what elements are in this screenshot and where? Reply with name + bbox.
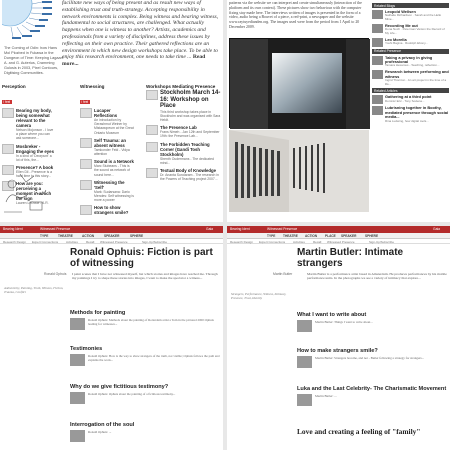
thumbnail xyxy=(2,108,14,118)
list-item[interactable] xyxy=(80,159,134,177)
projection-photo-icon xyxy=(230,39,370,129)
list-item[interactable] xyxy=(80,108,134,135)
column-badge[interactable]: i feel xyxy=(81,100,89,104)
item-text: Marc Stubeans - This is the sound as network of sound here... xyxy=(94,164,131,177)
projection-photo xyxy=(229,38,369,128)
sidebar-item-title[interactable]: Lubrisning together in Boothy, mediated presence through social media... xyxy=(385,105,449,120)
sidebar-item-title[interactable]: Recording Me out xyxy=(385,22,418,28)
item-title[interactable]: Sound is a Network xyxy=(94,159,134,165)
sub-nav xyxy=(0,239,223,244)
subnav-item[interactable]: Research Design xyxy=(230,239,254,244)
panel-martin-butler xyxy=(227,226,450,450)
section-title[interactable]: Luka and the Last Celebrity- The Charismatic Movement xyxy=(297,386,447,392)
subnav-item[interactable]: Sign-Up/Subscribe xyxy=(142,239,168,244)
section-title[interactable]: Methods for painting xyxy=(70,310,126,316)
sidebar-item[interactable] xyxy=(372,38,449,47)
section-text: Martin Butler: Strangers become, and not - Butler following a strategy for strangers... xyxy=(315,356,425,360)
item-text: Mark: Sudarsana: Dario Mendes: Self witnessing is more a power xyxy=(94,189,134,203)
sidebar-item-text: Yoshi Bagina · Rudolph Ebony... xyxy=(385,41,428,46)
item-text: In a kind of 'Deorpunt' a lot of this, the... xyxy=(16,153,52,162)
site-topbar xyxy=(0,226,223,233)
sidebar-item-title[interactable]: Taking a privacy in giving professional xyxy=(385,54,433,65)
tag-list: Authenticity, Painting, Truth, Witness, Fiction, Trauma, Conflict xyxy=(4,286,64,294)
section-text: Ronald Ophuis: ... xyxy=(88,430,112,434)
intro-paragraph: facilitate new ways of being present and as result new ways of establishing trust and truth-strategy. Accepting responsibility in network environments is complex. Being witness and bearing witness, fundamental to social structures, are challenged. What actually happens when one is witness to another? Artists, academics and professionals from a variety of disciplines, address these issues by reflecting on their own practice. Their gathered reflections are an environment in which new design workshops take place. To be able to enjoy this research environment, one needs to take time ... xyxy=(62,0,219,61)
list-item[interactable] xyxy=(80,180,134,203)
subnav-item[interactable]: Activities xyxy=(66,239,78,244)
post-body: Martin Butler is a performance artist based in Amsterdam. He produces performances by his mobile performance units. In the photographs we see a variety of intimacy that explore... xyxy=(307,272,447,281)
featured-quote[interactable]: Love and creating a feeling of "family" xyxy=(297,427,421,436)
thumbnail xyxy=(70,354,85,366)
nav-item-speaker[interactable]: SPEAKER xyxy=(341,234,357,238)
column-heading: Workshops Mediating Presence xyxy=(146,84,216,89)
column-heading: Witnessing xyxy=(80,84,105,89)
section-text: Martin Butler: ... xyxy=(315,394,337,398)
subnav-item[interactable]: Sign-Up/Subscribe xyxy=(369,239,395,244)
sidebar-item-title[interactable]: Leopold Wellsen xyxy=(385,9,416,14)
nav-item-sphere[interactable]: SPHERE xyxy=(130,234,144,238)
nav-item-theatre[interactable]: THEATRE xyxy=(58,234,73,238)
read-more-link[interactable]: Read more... xyxy=(62,54,206,68)
nav-item-action[interactable]: ACTION xyxy=(305,234,318,238)
nav-item-theatre[interactable]: THEATRE xyxy=(283,234,298,238)
item-text: This third workshop takes place in Stockholm and was organised with Sara Heldt. xyxy=(160,109,221,122)
related-section[interactable] xyxy=(297,386,447,406)
panel-article-images xyxy=(227,0,450,222)
panel-ronald-ophuis xyxy=(0,226,223,450)
diagram-caption: The Coming of Odin: how Hans Mol Plozbed in Fukawa in the Dungeon of Time: Keeping Lagaart: A. and G. Auterius, Cramming Gulosis in 2003, Pixel Contours, Digitising Communities. xyxy=(4,46,64,75)
item-title[interactable]: Lucaper Reflections xyxy=(94,108,118,118)
item-text: Tamkonder Feld - Vidya attention xyxy=(94,147,130,157)
section-title[interactable]: How to make strangers smile? xyxy=(297,348,378,354)
sidebar-item[interactable] xyxy=(372,70,449,86)
section-text: Martin Butler: Things I want to write about... xyxy=(315,320,373,324)
thumbnail xyxy=(146,168,158,178)
item-title[interactable]: Bearing my body, being somewhat relevant to the camera xyxy=(16,108,52,128)
item-text: Nelson Mojonson - I love a place where you can ask someone... xyxy=(16,128,54,141)
subnav-item[interactable]: Activities xyxy=(293,239,305,244)
section-text: Ronald Ophuis: How is the way to show strangers of the truth, not visible; Ophuis follows the path and explains the work... xyxy=(88,354,220,362)
sidebar-item-text: Ingrid Thornton · An art project in the time of a life... xyxy=(385,77,447,86)
sidebar-item[interactable] xyxy=(372,10,449,22)
sidebar-item[interactable] xyxy=(372,24,449,36)
thumbnail xyxy=(146,90,158,100)
thumbnail xyxy=(372,95,383,104)
topbar-section-link[interactable]: Witnessed Presence xyxy=(267,227,298,232)
section-title[interactable]: Testimonies xyxy=(70,346,103,352)
section-text: Ronald Ophuis: Methods about the painting of Rotterdam artist a Tom in the pictured 2000 Ophuis leading for witnesses... xyxy=(88,318,214,326)
tag-list: Strangers, Performance, Witness, Intimacy, Presence, Trust, Identity xyxy=(231,292,287,300)
related-section[interactable] xyxy=(70,422,220,442)
list-item[interactable] xyxy=(80,138,134,156)
related-section[interactable] xyxy=(70,310,220,330)
item-title[interactable]: How to show strangers smile? xyxy=(94,205,129,216)
related-section[interactable] xyxy=(297,348,447,368)
item-title[interactable]: Self Trauma: an absent witness xyxy=(94,137,126,148)
subnav-item[interactable]: Research Design xyxy=(3,239,27,244)
nav-item-place[interactable]: PLACE xyxy=(325,234,336,238)
thumbnail xyxy=(70,430,85,442)
thumbnail xyxy=(80,138,92,148)
column-workshops xyxy=(146,84,221,220)
sidebar-heading: Related Articles xyxy=(372,88,449,93)
thumbnail xyxy=(80,205,92,215)
wall-installation-photo xyxy=(229,130,369,212)
sub-nav xyxy=(227,239,450,244)
sidebar-item-title[interactable]: Research between performing and witness xyxy=(385,69,449,79)
section-title[interactable]: What I want to write about xyxy=(297,312,367,318)
list-item[interactable] xyxy=(80,205,134,215)
sidebar-item-title[interactable]: Gathering at a third point xyxy=(385,94,432,100)
section-title[interactable]: Why do we give fictitious testimony? xyxy=(70,384,169,390)
item-title[interactable]: Mosbreker - Engaging the eyes xyxy=(16,143,54,154)
thumbnail xyxy=(297,356,312,368)
thumbnail xyxy=(146,142,158,152)
intro-text xyxy=(62,0,220,68)
post-author[interactable]: Martin Butler xyxy=(273,272,293,276)
section-title[interactable]: Interrogation of the soul xyxy=(70,422,135,428)
thumbnail xyxy=(70,392,85,404)
item-title[interactable]: Textual Body of Knowledge xyxy=(160,167,217,173)
site-topbar xyxy=(227,226,450,233)
post-author[interactable]: Ronald Ophuis xyxy=(44,272,67,276)
list-item[interactable] xyxy=(146,168,221,181)
sidebar-heading: Related Presence xyxy=(372,49,449,54)
related-sidebar xyxy=(372,1,449,221)
sidebar-item-text: Nathalie Richardson · Sarah and the Hello Mine... xyxy=(385,13,442,22)
item-title[interactable]: How are you: perceiving a moment in which the sign xyxy=(16,181,52,202)
subnav-item[interactable]: Recall xyxy=(86,239,95,244)
post-title: Martin Butler: Intimate strangers xyxy=(297,247,404,269)
sidebar-item[interactable] xyxy=(372,95,449,104)
subnav-item[interactable]: Witnessed Presence xyxy=(327,239,355,244)
topbar-login-link[interactable]: Gaia xyxy=(206,227,213,232)
item-title[interactable]: The Forbidden Teaching Corner (Gandi Tosh Stockholm) xyxy=(160,141,210,157)
nav-item-type[interactable]: TYPE xyxy=(40,234,49,238)
subnav-item[interactable]: Expert Connections xyxy=(259,239,286,244)
column-heading: Perception xyxy=(2,84,26,89)
thumbnail xyxy=(372,70,383,79)
item-text: Shenth Oudermans - The dedicated mind... xyxy=(160,156,214,165)
topbar-site-link[interactable]: Bearing Ident xyxy=(230,227,250,232)
nav-item-sphere[interactable]: SPHERE xyxy=(365,234,379,238)
thumbnail xyxy=(372,106,383,115)
post-title: Ronald Ophuis: Fiction is part of witnessing xyxy=(70,247,213,269)
section-text: Ronald Ophuis: Ophuis about the painting of a fictitious testimony... xyxy=(88,392,176,396)
thumbnail xyxy=(372,56,383,65)
column-witnessing xyxy=(80,84,134,220)
post-body: I paint scenes that I have not witnessed myself, but which stories and images have reached me. Through my paintings I try to shape these stories into images, I want to make the spectator a witness... xyxy=(72,272,218,281)
thumbnail xyxy=(2,144,14,154)
article-text: patterns via the website we can interpret and create simultaneously (interaction of the platform and its own context). These pictures show two behaviour with the computer fixing stay made here. The interviews written of images is presented in the form of a video, audio being a Bouvet of a piece, a red-print, a newspaper and the website www.raytuyedianden.org. The images used were from the period from 1 April to 20 December 2009. xyxy=(229,1,362,29)
sidebar-item-text: Dona Noch · Peterman Vanton the Record of My Life... xyxy=(385,27,445,35)
thumbnail xyxy=(297,320,312,332)
sketch-illustration-icon xyxy=(0,162,54,220)
topbar-login-link[interactable]: Gaia xyxy=(433,227,440,232)
sidebar-item-text: Tamara Hexamus - Teaching, reflection... xyxy=(385,63,440,68)
item-text: Frans Nimeh - Jan 12th and September 19th: the Presence Lab... xyxy=(160,130,220,139)
item-title[interactable]: The Presence Lab xyxy=(160,125,197,131)
sidebar-item[interactable] xyxy=(372,106,449,123)
nav-item-speaker[interactable]: SPEAKER xyxy=(104,234,120,238)
sidebar-item-text: Dominic Eric - Tony Sodena... xyxy=(385,98,425,103)
thumbnail xyxy=(70,318,85,330)
list-item[interactable] xyxy=(146,90,221,122)
thumbnail xyxy=(80,108,92,118)
thumbnail xyxy=(372,38,383,47)
thumbnail xyxy=(372,24,383,33)
sidebar-item[interactable] xyxy=(372,56,449,69)
wall-installation-icon xyxy=(229,130,369,212)
subnav-item[interactable]: Recall xyxy=(313,239,322,244)
item-title[interactable]: Witnessing the 'Self' xyxy=(94,179,125,190)
topbar-section-link[interactable]: Witnessed Presence xyxy=(40,227,71,232)
thumbnail xyxy=(146,125,158,135)
list-item[interactable] xyxy=(2,108,56,141)
nav-item-action[interactable]: ACTION xyxy=(82,234,95,238)
list-item[interactable] xyxy=(146,125,221,138)
related-section[interactable] xyxy=(297,312,447,332)
list-item[interactable] xyxy=(146,142,221,165)
item-title[interactable]: Presence? A book xyxy=(16,165,54,171)
thumbnail xyxy=(80,159,92,169)
column-badge[interactable]: i feel xyxy=(3,100,11,104)
sidebar-item-title[interactable]: Leo Morella xyxy=(385,36,407,42)
sidebar-heading: Related Blogs xyxy=(372,3,449,8)
item-text: Dr. Ananta Sundaram - The research in the Powers of Teaching project 2007... xyxy=(160,172,219,182)
topbar-site-link[interactable]: Bearing Ident xyxy=(3,227,23,232)
thumbnail xyxy=(80,180,92,190)
item-text: An introduction by Gerashmut Weiner by Mistawopeum at the Great Ontario Museum xyxy=(94,118,134,135)
list-item[interactable] xyxy=(2,144,56,162)
circle-diagram-icon xyxy=(2,0,54,46)
thumbnail xyxy=(297,394,312,406)
item-text: Lauren LeDoux - A.R. xyxy=(16,201,49,206)
panel-overview xyxy=(0,0,223,222)
item-title[interactable]: Stockholm March 14-16: Workshop on Place xyxy=(160,90,221,109)
sidebar-item-text: Rina Ludwing, how digital tools... xyxy=(385,118,429,123)
subnav-item[interactable]: Expert Connections xyxy=(32,239,59,244)
item-text: Ellen Dil - Presence is a hard time to this story... xyxy=(16,170,52,179)
nav-item-type[interactable]: TYPE xyxy=(267,234,276,238)
thumbnail xyxy=(372,10,383,19)
subnav-item[interactable]: Witnessed Presence xyxy=(100,239,128,244)
related-section[interactable] xyxy=(70,346,220,366)
related-section[interactable] xyxy=(70,384,220,404)
